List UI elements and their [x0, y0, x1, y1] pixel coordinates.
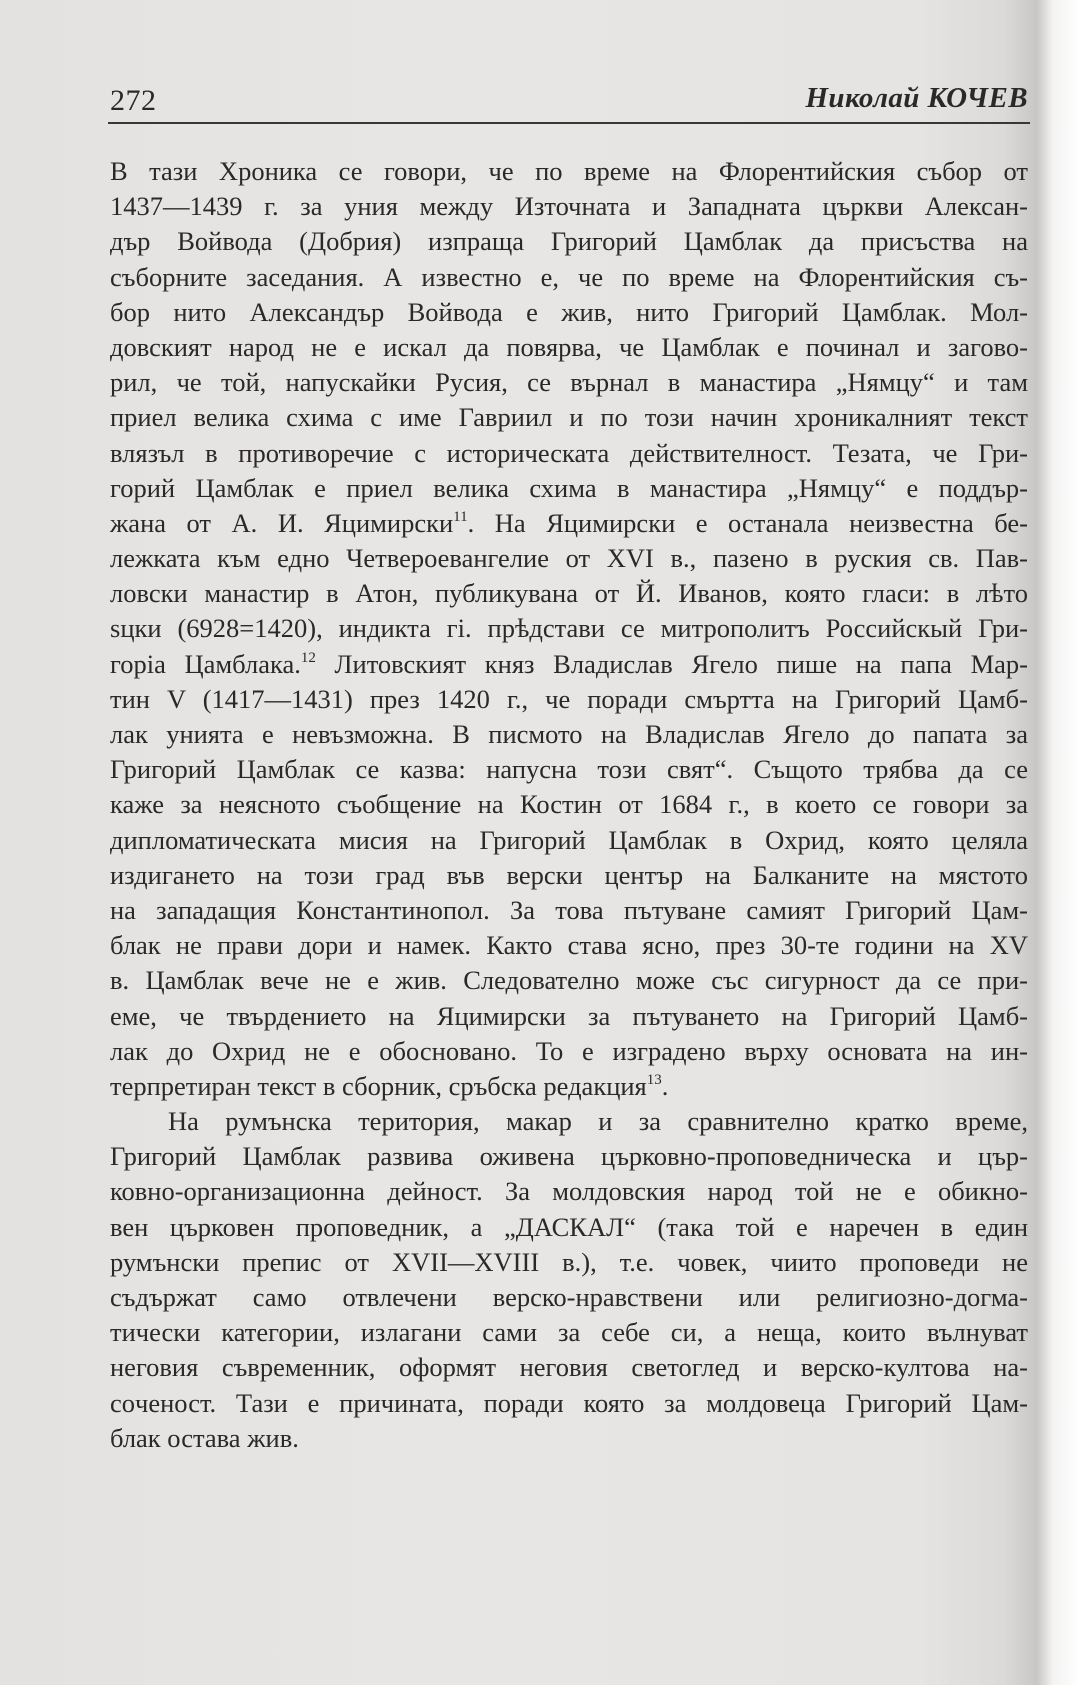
text-line-content: тически категории, излагани сами за себе си, а неща, които вълнуват: [110, 1317, 1028, 1348]
text-line: [110, 647, 1028, 682]
text-line: [110, 189, 1028, 224]
text-line: [110, 1139, 1028, 1174]
text-line-content: бор нито Александър Войвода е жив, нито Григорий Цамблак. Мол-: [110, 296, 1028, 327]
text-line: [110, 541, 1028, 576]
text-line-content: приел велика схима с име Гавриил и по този начин хроникалният текст: [110, 402, 1028, 433]
text-line: [110, 893, 1028, 928]
text-line-continuation: .: [661, 1070, 669, 1101]
text-line-content: неговия съвременник, оформят неговия светоглед и верско-култова на-: [110, 1352, 1028, 1383]
text-line: [110, 858, 1028, 893]
text-line-continuation: . На Яцимирски е останала неизвестна бе-: [467, 507, 1028, 538]
text-line: [110, 330, 1028, 365]
text-line-content: съдържат само отвлечени верско-нравствени или религиозно-догма-: [110, 1282, 1028, 1312]
text-line: [110, 717, 1028, 752]
page-number: 272: [110, 84, 157, 117]
text-line: [110, 1315, 1028, 1350]
text-line: [110, 471, 1028, 506]
text-line: [110, 682, 1028, 717]
text-line: [110, 1421, 1028, 1456]
text-line-content: влязъл в противоречие с историческата действителност. Тезата, че Гри-: [110, 437, 1028, 468]
text-line-content: сoченост. Тази е причината, поради която за молдовеца Григорий Цам-: [110, 1387, 1028, 1418]
body-text: [110, 154, 1028, 1456]
text-line: [110, 752, 1028, 787]
text-line: [110, 1386, 1028, 1421]
text-line: [110, 1034, 1028, 1069]
text-line: [110, 436, 1028, 471]
text-line-content: еме, че твърдението на Яцимирски за пътуването на Григорий Цамб-: [110, 1000, 1028, 1031]
text-line: [110, 1104, 1028, 1139]
page-header: [110, 82, 1028, 122]
running-head-author: Николай КОЧЕВ: [805, 82, 1028, 114]
text-line: [110, 1069, 1028, 1104]
text-line-content: 1437—1439 г. за уния между Източната и Западната църкви Алексан-: [110, 191, 1028, 222]
text-line-content: горіа Цамблака.: [110, 648, 301, 679]
text-line-content: лежката към едно Четвероевангелие от XVI в., пазено в руския св. Пав-: [110, 543, 1028, 574]
text-line-content: издигането на този град във верски център на Балканите на мястото: [110, 859, 1028, 890]
text-line-content: жана от А. И. Яцимирски: [110, 507, 454, 538]
text-line-content: лак унията е невъзможна. В писмото на Владислав Ягело до папата за: [110, 719, 1028, 749]
text-line: [110, 1210, 1028, 1245]
text-line-content: Григорий Цамблак се казва: напусна този свят“. Същото трябва да се: [110, 754, 1028, 785]
text-line: [110, 1280, 1028, 1315]
text-line: [110, 506, 1028, 541]
text-line: [110, 576, 1028, 611]
text-line: [110, 999, 1028, 1034]
text-line: [110, 400, 1028, 435]
text-line-content: терпретиран текст в сборник, сръбска редакция: [110, 1070, 647, 1101]
text-line-content: ковно-организационна дейност. За молдовския народ той не е обикно-: [110, 1176, 1028, 1207]
text-line: [110, 1245, 1028, 1280]
text-line: [110, 787, 1028, 822]
text-line-content: дипломатическата мисия на Григорий Цамблак в Охрид, която целяла: [110, 824, 1028, 855]
footnote-marker: 11: [453, 508, 468, 525]
text-line: [110, 1174, 1028, 1209]
text-line-content: довският народ не е искал да повярва, че Цамблак е починал и загово-: [110, 331, 1028, 362]
text-line-content: В тази Хроника се говори, че по време на Флорентийския събор от: [110, 156, 1028, 186]
text-line-content: Григорий Цамблак развива оживена църковно-проповедническа и цър-: [110, 1141, 1028, 1172]
text-line-content: румънски препис от XVII—XVIII в.), т.е. човек, чиито проповеди не: [110, 1246, 1028, 1277]
text-line: [110, 154, 1028, 189]
footnote-marker: 12: [300, 649, 316, 666]
text-line-content: блак остава жив.: [110, 1422, 299, 1453]
text-line: [110, 365, 1028, 400]
text-line-continuation: Литовският княз Владислав Ягело пише на папа Мар-: [315, 648, 1028, 679]
text-line-content: дър Войвода (Добрия) изпраща Григорий Цамблак да присъства на: [110, 226, 1028, 257]
text-line-content: съборните заседания. А известно е, че по време на Флорентийския съ-: [110, 261, 1028, 292]
text-line: [110, 823, 1028, 858]
text-line: [110, 963, 1028, 998]
text-line-content: на западащия Константинопол. За това пътуване самият Григорий Цам-: [110, 894, 1028, 925]
text-line-content: вен църковен проповедник, а „ДАСКАЛ“ (така той е наречен в един: [110, 1211, 1028, 1242]
text-line-content: блак не прави дори и намек. Както става ясно, през 30-те години на XV: [110, 930, 1028, 961]
text-line-content: каже за неясното съобщение на Костин от 1684 г., в което се говори за: [110, 789, 1028, 820]
text-line-content: На румънска територия, макар и за сравнително кратко време,: [168, 1106, 1028, 1137]
footnote-marker: 13: [646, 1071, 662, 1088]
text-line: [110, 295, 1028, 330]
text-line: [110, 260, 1028, 295]
text-line-content: ѕцки (6928=1420), индикта гі. прѣдстави се митрополитъ Российскый Гри-: [110, 613, 1028, 644]
text-line-content: рил, че той, напускайки Русия, се върнал в манастира „Нямцу“ и там: [110, 367, 1028, 398]
text-line-content: тин V (1417—1431) през 1420 г., че поради смъртта на Григорий Цамб-: [110, 683, 1028, 714]
text-line-content: ловски манастир в Атон, публикувана от Й. Иванов, която гласи: в лѣто: [110, 578, 1028, 609]
text-line: [110, 928, 1028, 963]
text-line-content: лак до Охрид не е обосновано. То е изградено върху основата на ин-: [110, 1035, 1028, 1066]
text-line-content: горий Цамблак е приел велика схима в манастира „Нямцу“ е поддър-: [110, 472, 1028, 503]
text-line: [110, 611, 1028, 646]
text-line: [110, 224, 1028, 259]
text-line: [110, 1350, 1028, 1385]
header-rule: [108, 122, 1030, 124]
text-line-content: в. Цамблак вече не е жив. Следователно може със сигурност да се при-: [110, 965, 1028, 996]
